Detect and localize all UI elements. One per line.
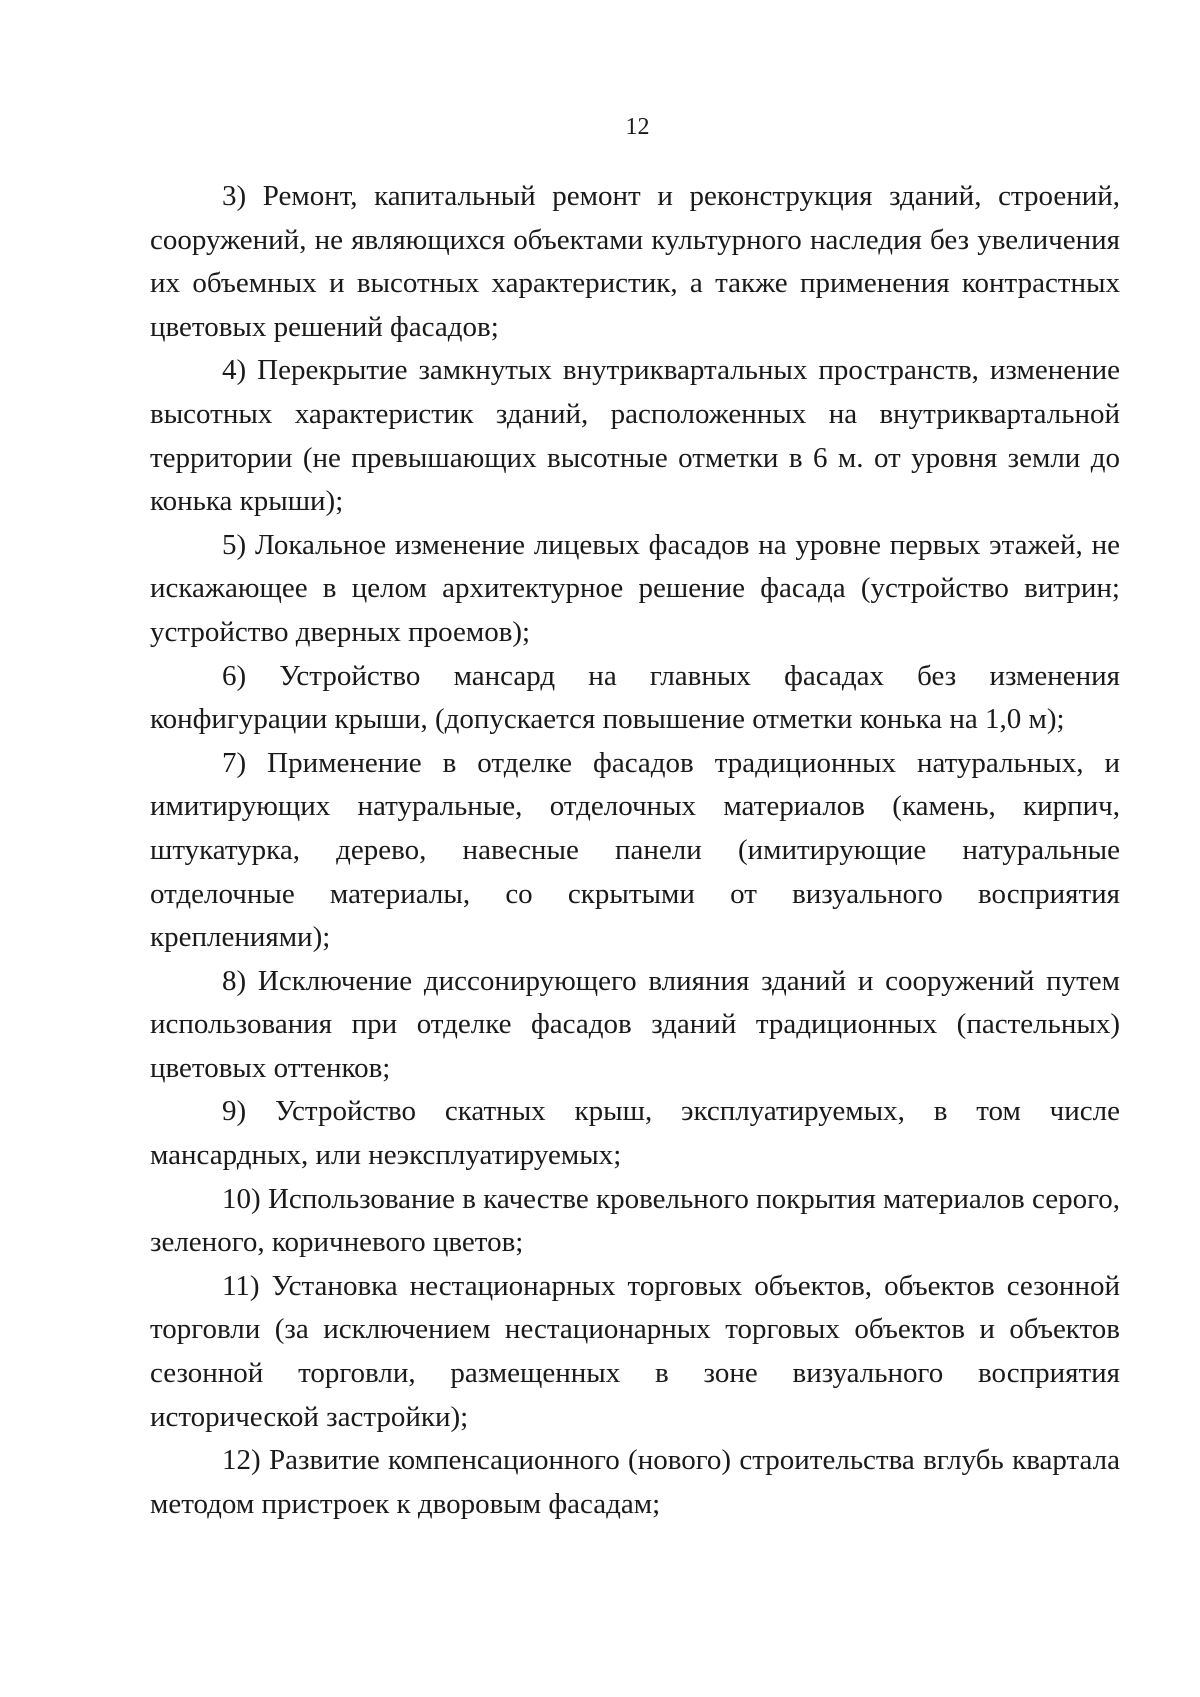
document-body xyxy=(150,175,1120,1526)
list-item-8: 8) Исключение диссонирующего влияния зданий и сооружений путем использования при отделке фасадов зданий традиционных (пастельных) цветовых оттенков; xyxy=(150,964,1120,1084)
list-item-3: 3) Ремонт, капитальный ремонт и реконструкция зданий, строений, сооружений, не являющихся объектами культурного наследия без увеличения их объемных и высотных характеристик, а также применения контрастных цветовых решений фасадов; xyxy=(150,180,1120,343)
list-item-7: 7) Применение в отделке фасадов традиционных натуральных, и имитирующих натуральные, отделочных материалов (камень, кирпич, штукатурка, дерево, навесные панели (имитирующие натуральные отделочные материалы, со скрытыми от визуального восприятия креплениями); xyxy=(150,746,1120,954)
list-item-5: 5) Локальное изменение лицевых фасадов на уровне первых этажей, не искажающее в целом архитектурное решение фасада (устройство витрин; устройство дверных проемов); xyxy=(150,528,1120,648)
list-item-6: 6) Устройство мансард на главных фасадах без изменения конфигурации крыши, (допускается повышение отметки конька на 1,0 м); xyxy=(150,659,1120,736)
list-item-12: 12) Развитие компенсационного (нового) строительства вглубь квартала методом пристроек к дворовым фасадам; xyxy=(150,1444,1120,1520)
page-number: 12 xyxy=(625,114,650,140)
list-item-9: 9) Устройство скатных крыш, эксплуатируемых, в том числе мансардных, или неэксплуатируемых; xyxy=(150,1095,1120,1172)
list-item-10: 10) Использование в качестве кровельного покрытия материалов серого, зеленого, коричневого цветов; xyxy=(150,1182,1120,1259)
list-item-11: 11) Установка нестационарных торговых объектов, объектов сезонной торговли (за исключением нестационарных торговых объектов и объектов сезонной торговли, размещенных в зоне визуального восприятия исторической застройки); xyxy=(150,1269,1120,1433)
list-item-4: 4) Перекрытие замкнутых внутриквартальных пространств, изменение высотных характеристик зданий, расположенных на внутриквартальной территории (не превышающих высотные отметки в 6 м. от уровня земли до конька крыши); xyxy=(150,354,1120,518)
